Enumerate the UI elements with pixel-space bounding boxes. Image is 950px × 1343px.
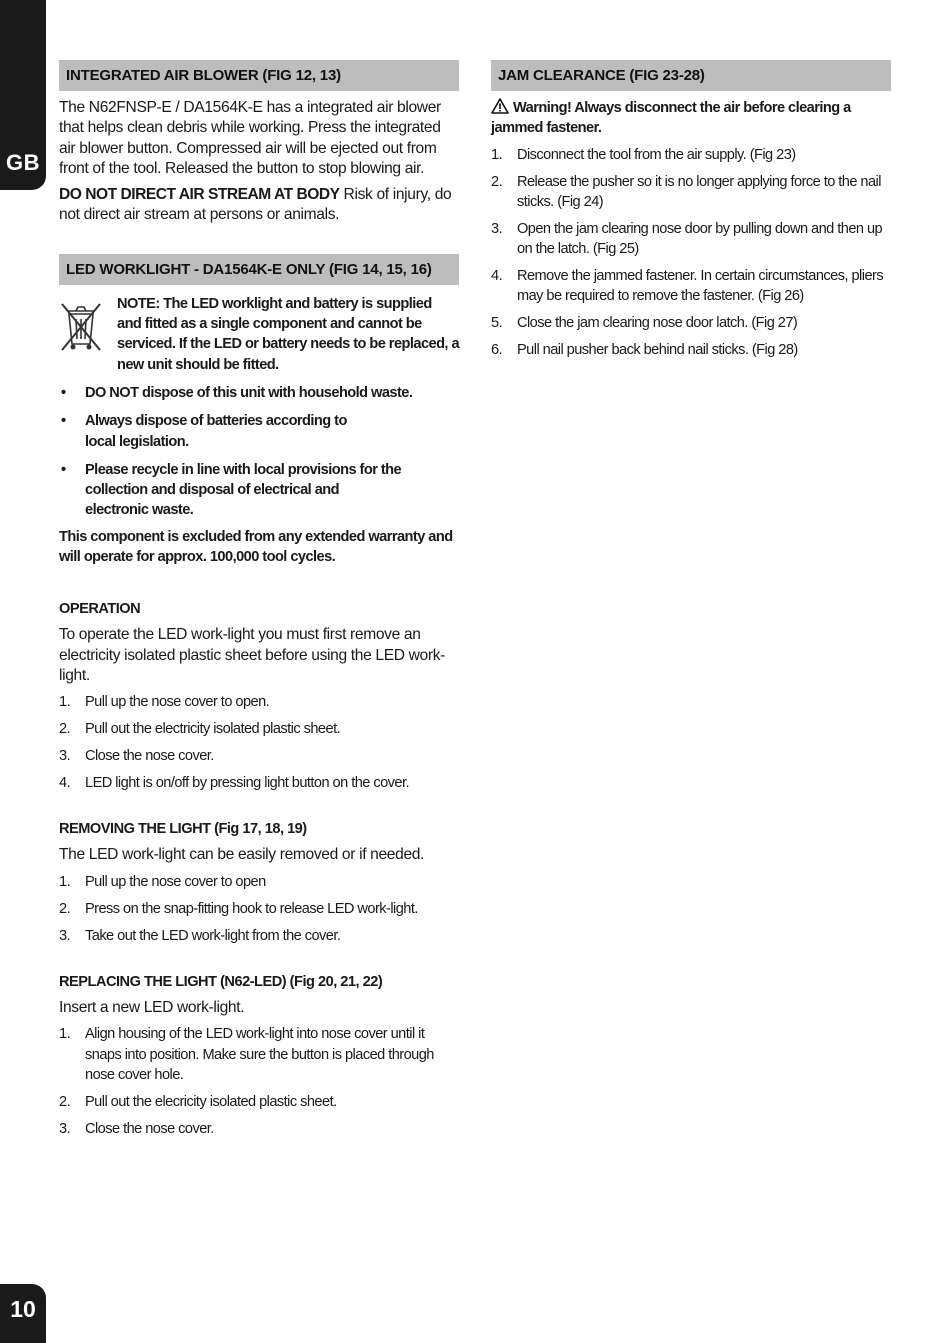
operation-steps (59, 692, 459, 793)
air-blower-header: INTEGRATED AIR BLOWER (FIG 12, 13) (59, 60, 459, 91)
warranty-text: This component is excluded from any extended warranty and will operate for approx. 100,000 tool cycles. (59, 528, 453, 566)
list-item: 2. Pull out the electricity isolated plastic sheet. (59, 721, 341, 738)
list-item: 1. Disconnect the tool from the air supply. (Fig 23) (491, 146, 796, 163)
jam-header: JAM CLEARANCE (FIG 23-28) (491, 60, 891, 91)
air-blower-warning (59, 185, 459, 226)
removing-intro: The LED work-light can be easily removed or if needed. (59, 846, 425, 864)
list-item: 3. Close the nose cover. (59, 1120, 214, 1137)
operation-intro: To operate the LED work-light you must first remove an electricity isolated plastic sheet before using the LED work-light. (59, 626, 446, 684)
list-item: 3. Open the jam clearing nose door by pulling down and then up on the latch. (Fig 25) (491, 220, 883, 258)
left-column (59, 60, 459, 1146)
removing-title: REMOVING THE LIGHT (Fig 17, 18, 19) (59, 821, 307, 838)
list-item: 4. LED light is on/off by pressing light button on the cover. (59, 775, 409, 792)
right-column (491, 60, 891, 367)
air-blower-warning-text: Risk of injury, do not direct air stream at persons or animals. (59, 186, 452, 224)
list-item: • Please recycle in line with local provisions for the collection and disposal of electrical and electronic waste. (61, 461, 402, 519)
list-item: 3. Close the nose cover. (59, 748, 214, 765)
page-number: 10 (10, 1296, 36, 1322)
list-item: 2. Pull out the elecricity isolated plastic sheet. (59, 1093, 337, 1110)
replacing-title: REPLACING THE LIGHT (N62-LED) (Fig 20, 21, 22) (59, 974, 383, 991)
led-note: NOTE: The LED worklight and battery is supplied and fitted as a single component and cannot be serviced. If the LED or battery needs to be replaced, a new unit should be fitted. (117, 295, 460, 373)
replacing-intro: Insert a new LED work-light. (59, 999, 245, 1017)
operation-title: OPERATION (59, 601, 141, 618)
language-label: GB (6, 150, 40, 175)
list-item: 2. Press on the snap-fitting hook to release LED work-light. (59, 900, 418, 917)
led-header: LED WORKLIGHT - DA1564K-E ONLY (FIG 14, 15, 16) (59, 254, 459, 285)
replacing-steps (59, 1024, 459, 1139)
list-item: • DO NOT dispose of this unit with household waste. (61, 384, 413, 401)
jam-warning: Warning! Always disconnect the air before clearing a jammed fastener. (491, 100, 851, 137)
air-blower-intro: The N62FNSP-E / DA1564K-E has a integrated air blower that helps clean debris while working. Press the integrated air blower button. Compressed air will be ejected out from front of the tool. Released the button to stop blowing air. (59, 99, 441, 177)
led-note-block (59, 294, 459, 375)
list-item: 6. Pull nail pusher back behind nail sticks. (Fig 28) (491, 342, 798, 359)
jam-steps (491, 145, 891, 361)
list-item: 1. Align housing of the LED work-light into nose cover until it snaps into position. Make sure the button is placed through nose cover hole. (59, 1026, 434, 1083)
list-item: 4. Remove the jammed fastener. In certain circumstances, pliers may be required to remove the fastener. (Fig 26) (491, 268, 884, 305)
list-item: 5. Close the jam clearing nose door latch. (Fig 27) (491, 315, 798, 332)
list-item: • Always dispose of batteries according to local legislation. (61, 413, 347, 450)
crossed-out-wheelie-bin-icon (59, 298, 103, 356)
disposal-list (59, 383, 459, 521)
warning-triangle-icon (491, 98, 509, 114)
list-item: 2. Release the pusher so it is no longer applying force to the nail sticks. (Fig 24) (491, 173, 881, 210)
list-item: 1. Pull up the nose cover to open (59, 873, 266, 890)
list-item: 1. Pull up the nose cover to open. (59, 694, 270, 711)
air-blower-warning-bold: DO NOT DIRECT AIR STREAM AT BODY (59, 186, 340, 204)
list-item: 3. Take out the LED work-light from the cover. (59, 927, 341, 944)
removing-steps (59, 872, 459, 946)
